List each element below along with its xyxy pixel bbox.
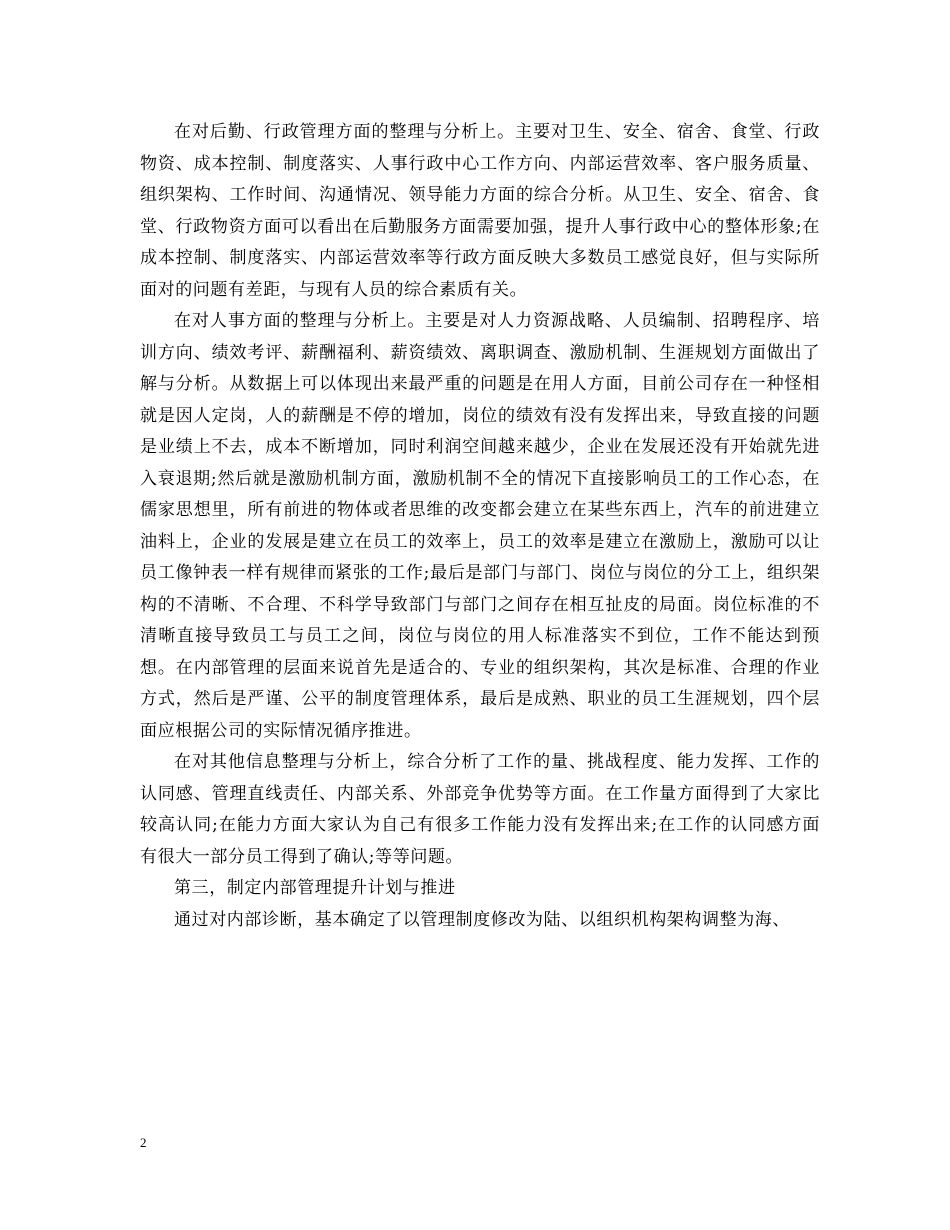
section-heading-third: 第三，制定内部管理提升计划与推进 <box>174 878 456 898</box>
paragraph-other-info-analysis: 在对其他信息整理与分析上，综合分析了工作的量、挑战程度、能力发挥、工作的认同感、管理直线责任、内部关系、外部竞争优势等方面。在工作量方面得到了大家比较高认同;在能力方面大家认为自己有很多工作能力没有发挥出来;在工作的认同感方面有很大一部分员工得到了确认;等等问题。 <box>140 752 820 867</box>
paragraph-internal-diagnosis: 通过对内部诊断，基本确定了以管理制度修改为陆、以组织机构架构调整为海、 <box>174 909 790 930</box>
paragraph-personnel-analysis: 在对人事方面的整理与分析上。主要是对人力资源战略、人员编制、招聘程序、培训方向、绩效考评、薪酬福利、薪资绩效、离职调查、激励机制、生涯规划方面做出了解与分析。从数据上可以体现出来最严重的问题是在用人方面，目前公司存在一种怪相就是因人定岗，人的薪酬是不停的增加，岗位的绩效有没有发挥出来，导致直接的问题是业绩上不去，成本不断增加，同时利润空间越来越少，企业在发展还没有开始就先进入衰退期;然后就是激励机制方面，激励机制不全的情况下直接影响员工的工作心态，在儒家思想里，所有前进的物体或者思维的改变都会建立在某些东西上，汽车的前进建立油料上，企业的发展是建立在员工的效率上，员工的效率是建立在激励上，激励可以让员工像钟表一样有规律而紧张的工作;最后是部门与部门、岗位与岗位的分工上，组织架构的不清晰、不合理、不科学导致部门与部门之间存在相互扯皮的局面。岗位标准的不清晰直接导致员工与员工之间，岗位与岗位的用人标准落实不到位，工作不能达到预想。在内部管理的层面来说首先是适合的、专业的组织架构，其次是标准、合理的作业方式，然后是严谨、公平的制度管理体系，最后是成熟、职业的员工生涯规划，四个层面应根据公司的实际情况循序推进。 <box>140 311 820 741</box>
page-number: 2 <box>140 1135 147 1150</box>
paragraph-logistics-analysis: 在对后勤、行政管理方面的整理与分析上。主要对卫生、安全、宿舍、食堂、行政物资、成本控制、制度落实、人事行政中心工作方向、内部运营效率、客户服务质量、组织架构、工作时间、沟通情况、领导能力方面的综合分析。从卫生、安全、宿舍、食堂、行政物资方面可以看出在后勤服务方面需要加强，提升人事行政中心的整体形象;在成本控制、制度落实、内部运营效率等行政方面反映大多数员工感觉良好，但与实际所面对的问题有差距，与现有人员的综合素质有关。 <box>140 122 820 300</box>
document-body <box>140 117 820 936</box>
